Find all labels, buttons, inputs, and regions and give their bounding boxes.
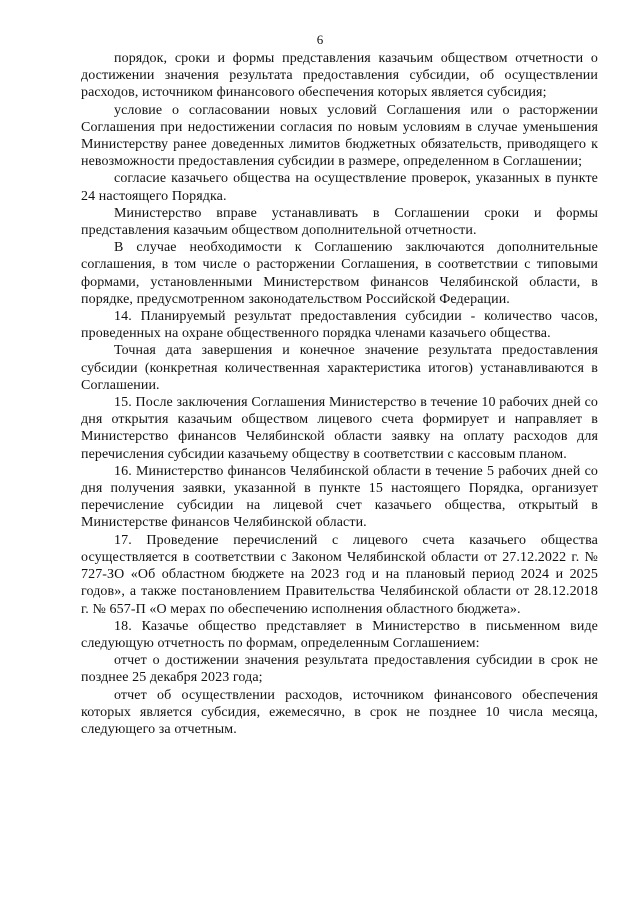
paragraph: В случае необходимости к Соглашению заключаются дополнительные соглашения, в том числе о расторжении Соглашения, в соответствии с типовыми формами, установленными Министерством финансов Челябинской области, в порядке, предусмотренном законодательством Российской Федерации. — [81, 240, 598, 307]
paragraph: 18. Казачье общество представляет в Министерство в письменном виде следующую отчетность по формам, определенным Соглашением: — [81, 618, 598, 651]
paragraph: условие о согласовании новых условий Соглашения или о расторжении Соглашения при недостижении согласия по новым условиям в случае уменьшения Министерству ранее доведенных лимитов бюджетных обязательств, приводящего к невозможности предоставления субсидии в размере, определенном в Соглашении; — [81, 102, 598, 170]
paragraph: отчет об осуществлении расходов, источником финансового обеспечения которых является субсидия, ежемесячно, в срок не позднее 10 числа месяца, следующего за отчетным. — [81, 687, 598, 737]
paragraph: 17. Проведение перечислений с лицевого счета казачьего общества осуществляется в соответствии с Законом Челябинской области от 27.12.2022 г. № 727-ЗО «Об областном бюджете на 2023 год и на плановый период 2024 и 2025 годов», а также постановлением Правительства Челябинской области от 28.12.2018 г. № 657-П «О мерах по обеспечению исполнения областного бюджета». — [81, 532, 598, 617]
paragraph: 16. Министерство финансов Челябинской области в течение 5 рабочих дней со дня получения заявки, указанной в пункте 15 настоящего Порядка, организует перечисление субсидии на лицевой счет казачьего общества, открытый в Министерстве финансов Челябинской области. — [81, 463, 598, 531]
paragraph: Точная дата завершения и конечное значение результата предоставления субсидии (конкретная количественная характеристика итогов) устанавливаются в Соглашении. — [81, 343, 598, 393]
paragraph: 15. После заключения Соглашения Министерство в течение 10 рабочих дней со дня открытия казачьим обществом лицевого счета формирует и направляет в Министерство финансов Челябинской области заявку на оплату расходов для перечисления субсидии казачьему обществу в соответствии с кассовым планом. — [81, 395, 598, 462]
paragraph: Министерство вправе устанавливать в Соглашении сроки и формы представления казачьим обществом дополнительной отчетности. — [81, 205, 598, 239]
paragraph: порядок, сроки и формы представления казачьим обществом отчетности о достижении значения результата предоставления субсидии, об осуществлении расходов, источником финансового обеспечения которых является субсидия; — [81, 51, 598, 101]
paragraph: 14. Планируемый результат предоставления субсидии - количество часов, проведенных на охране общественного порядка членами казачьего общества. — [81, 309, 598, 342]
paragraph: отчет о достижении значения результата предоставления субсидии в срок не позднее 25 декабря 2023 года; — [81, 653, 598, 686]
paragraph: согласие казачьего общества на осуществление проверок, указанных в пункте 24 настоящего Порядка. — [81, 171, 598, 204]
page-number: 6 — [316, 32, 324, 47]
document-body — [81, 50, 598, 738]
